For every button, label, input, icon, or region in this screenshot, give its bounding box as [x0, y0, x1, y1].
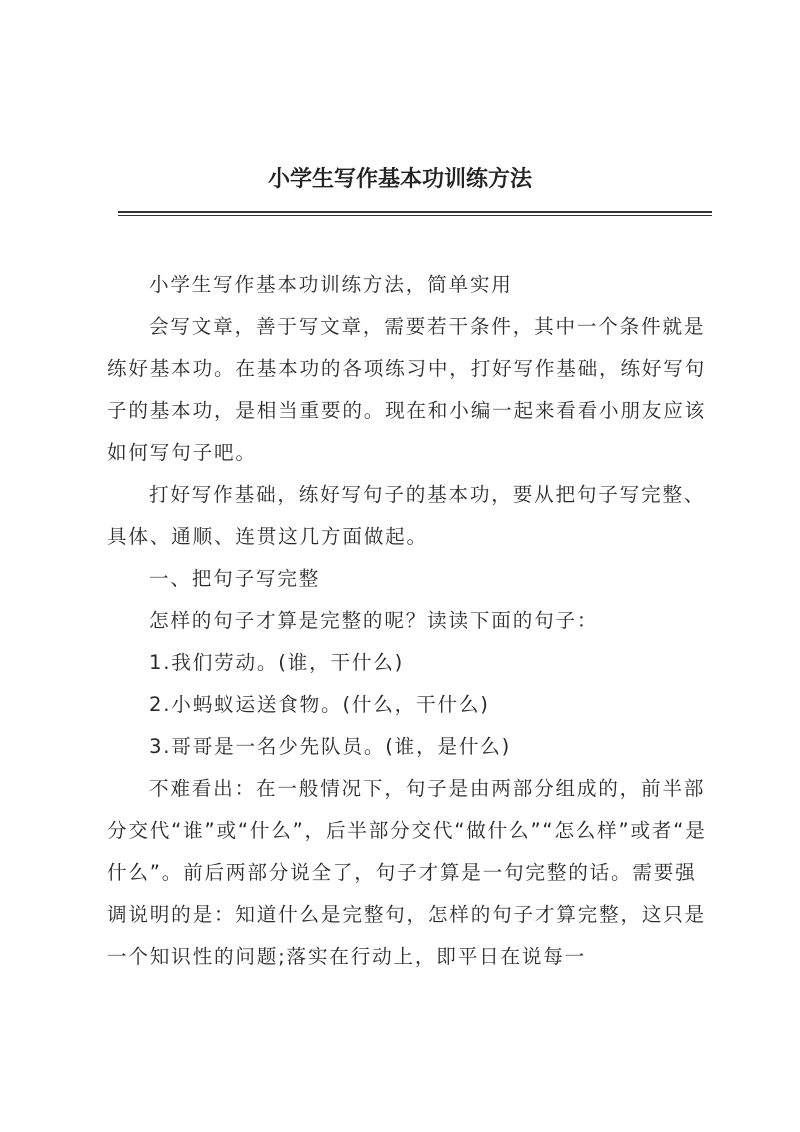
paragraph-intro: 会写文章，善于写文章，需要若干条件，其中一个条件就是练好基本功。在基本功的各项练习中，打好写作基础，练好写句子的基本功，是相当重要的。现在和小编一起来看看小朋友应该如何写句子吧。 [107, 315, 707, 464]
title-divider-thin [118, 215, 712, 216]
paragraph-subtitle: 小学生写作基本功训练方法，简单实用 [149, 273, 513, 296]
document-title: 小学生写作基本功训练方法 [267, 166, 532, 192]
example-sentence-1: 1.我们劳动。(谁，干什么) [149, 651, 405, 674]
document-body [107, 264, 715, 978]
paragraph-overview: 打好写作基础，练好写句子的基本功，要从把句子写完整、具体、通顺、连贯这几方面做起。 [107, 483, 706, 548]
paragraph-question: 怎样的句子才算是完整的呢？读读下面的句子： [149, 609, 599, 632]
paragraph-explanation: 不难看出：在一般情况下，句子是由两部分组成的，前半部分交代“谁”或“什么”，后半部分交代“做什么”“怎么样”或者“是什么”。前后两部分说全了，句子才算是一句完整的话。需要强调说明的是：知道什么是完整句，怎样的句子才算完整，这只是一个知识性的问题;落实在行动上，即平日在说每一 [107, 777, 707, 968]
example-sentence-3: 3.哥哥是一名少先队员。(谁，是什么) [149, 735, 512, 758]
example-sentence-2: 2.小蚂蚁运送食物。(什么，干什么) [149, 693, 490, 716]
title-divider-thick [118, 211, 712, 213]
section-heading: 一、把句子写完整 [149, 567, 321, 590]
